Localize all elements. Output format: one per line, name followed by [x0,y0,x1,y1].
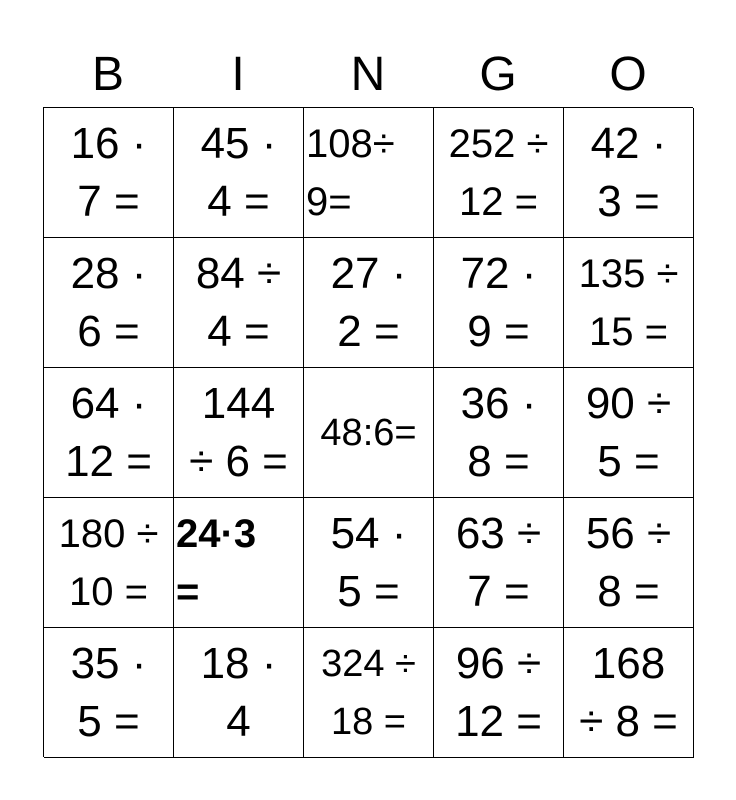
header-letter-b: B [91,48,124,101]
cell-line: 90 ÷ [585,378,672,428]
cell-line: 4 = [207,176,270,226]
bingo-cell [174,628,304,758]
cell-line: 72 · [460,248,537,298]
bingo-cell [434,108,564,238]
bingo-cell [174,238,304,368]
bingo-cell [434,628,564,758]
bingo-cell [304,108,434,238]
bingo-cell [304,628,434,758]
cell-line: 96 ÷ [455,638,542,688]
bingo-cell [304,368,434,498]
bingo-cell [174,108,304,238]
header-letter-n: N [350,48,386,101]
bingo-cell [44,368,174,498]
bingo-grid [43,107,693,757]
cell-line: 180 ÷ [58,511,159,556]
cell-line: 16 · [70,118,147,168]
cell-line: 56 ÷ [585,508,672,558]
cell-line: 7 = [467,566,530,616]
cell-line: ÷ 6 = [189,436,288,486]
bingo-cell [44,238,174,368]
cell-line: 5 = [77,696,140,746]
header-letter-g: G [479,48,517,101]
cell-line: 9 = [467,306,530,356]
cell-line: 9= [306,179,352,224]
cell-line: 12 = [65,436,152,486]
cell-line: 144 [201,378,276,428]
cell-line: 63 ÷ [455,508,542,558]
cell-line: 252 ÷ [448,121,549,166]
bingo-cell [174,498,304,628]
bingo-cell [174,368,304,498]
cell-line: 324 ÷ [321,642,416,685]
cell-line: 6 = [77,306,140,356]
cell-line: 12 = [455,696,542,746]
cell-line: 108÷ [306,121,395,166]
cell-line: 18 = [330,700,407,743]
bingo-cell [434,238,564,368]
bingo-cell [434,498,564,628]
bingo-cell [44,108,174,238]
cell-line: 54 · [330,508,407,558]
bingo-header [43,46,693,104]
cell-line: 2 = [337,306,400,356]
bingo-cell [564,238,694,368]
cell-line: 5 = [597,436,660,486]
cell-line: 8 = [467,436,530,486]
cell-line: 3 = [597,176,660,226]
cell-line: 27 · [330,248,407,298]
cell-line: 24·3 [176,511,257,556]
cell-line: 8 = [597,566,660,616]
cell-line: 5 = [337,566,400,616]
bingo-cell [564,628,694,758]
bingo-cell [304,238,434,368]
cell-line: 4 [226,696,251,746]
bingo-cell [304,498,434,628]
bingo-cell [44,498,174,628]
cell-line: 15 = [589,309,668,354]
bingo-cell [564,368,694,498]
cell-line: 84 ÷ [195,248,282,298]
cell-line: 7 = [77,176,140,226]
cell-line: 36 · [460,378,537,428]
cell-line: 45 · [200,118,277,168]
cell-line: ÷ 8 = [579,696,678,746]
bingo-cell [564,498,694,628]
cell-line: 18 · [200,638,277,688]
cell-line: 135 ÷ [578,251,679,296]
cell-line: 4 = [207,306,270,356]
header-letter-i: I [231,48,245,101]
cell-line: 10 = [69,569,148,614]
cell-line: 12 = [459,179,538,224]
cell-line: 28 · [70,248,147,298]
cell-line: 35 · [70,638,147,688]
bingo-cell [434,368,564,498]
bingo-cell [44,628,174,758]
bingo-cell [564,108,694,238]
cell-line: 48:6= [320,411,417,454]
cell-line: 168 [591,638,666,688]
cell-line: = [176,569,200,614]
cell-line: 64 · [70,378,147,428]
header-letter-o: O [609,48,647,101]
cell-line: 42 · [590,118,667,168]
